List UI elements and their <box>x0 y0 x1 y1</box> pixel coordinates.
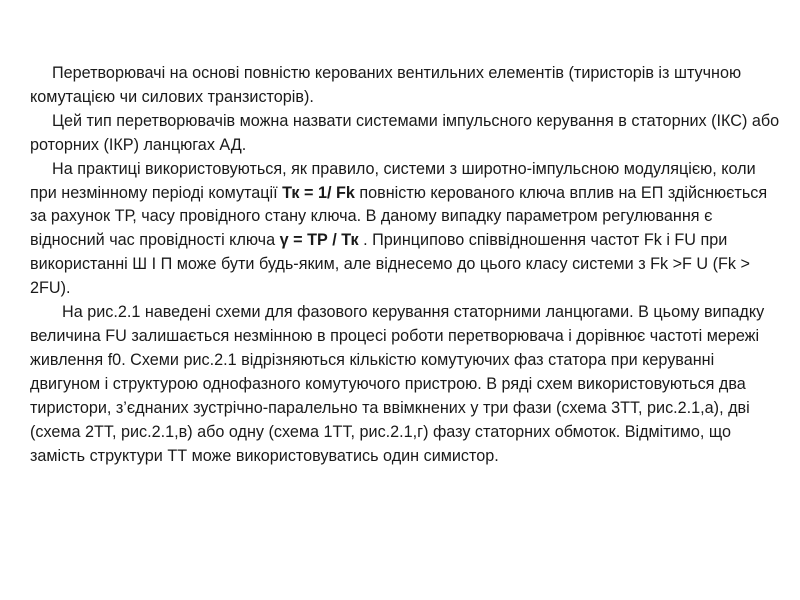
paragraph-3 <box>30 158 780 301</box>
body-text <box>30 62 780 468</box>
paragraph-1 <box>30 62 780 110</box>
paragraph-3-text-b: повністю керованого ключа вплив на ЕП здійснюється за рахунок ТР, часу провідного стану ключа. В даному випадку параметром регулювання є відносний час провідності ключа <box>30 183 768 250</box>
paragraph-3-text-a: На практиці використовуються, як правило, системи з широтно-імпульсною модуляцією, коли при незмінному періоді комутації <box>30 159 756 202</box>
paragraph-4 <box>30 301 780 468</box>
paragraph-4-text: На рис.2.1 наведені схеми для фазового керування статорними ланцюгами. В цьому випадку величина FU залишається незмінною в процесі роботи перетворювача і дорівнює частоті мережі живлення f0. Схеми рис.2.1 відрізняються кількістю комутуючих фаз статора при керуванні двигуном і структурою однофазного комутуючого пристрою. В ряді схем використовуються два тиристори, з’єднаних зустрічно-паралельно та ввімкнених у три фази (схема 3ТТ, рис.2.1,а), дві (схема 2ТТ, рис.2.1,в) або одну (схема 1ТТ, рис.2.1,г) фазу статорних обмоток. Відмітимо, що замість структури ТТ може використовуватись один симистор. <box>30 303 765 465</box>
paragraph-2 <box>30 110 780 158</box>
commutation-period-formula: Тк = 1/ Fk <box>282 183 355 202</box>
relative-conduction-formula: γ = ТР / Тк <box>279 231 359 250</box>
paragraph-2-text: Цей тип перетворювачів можна назвати системами імпульсного керування в статорних (ІКС) або роторних (ІКР) ланцюгах АД. <box>30 111 780 154</box>
paragraph-1-text: Перетворювачі на основі повністю керованих вентильних елементів (тиристорів із штучною комутацією чи силових транзисторів). <box>30 64 742 106</box>
paragraph-3-text-c: . Принципово співвідношення частот Fk і FU при використанні Ш І П може бути будь-яким, але віднесемо до цього класу системи з Fk >F U (Fk > 2FU). <box>30 231 750 298</box>
